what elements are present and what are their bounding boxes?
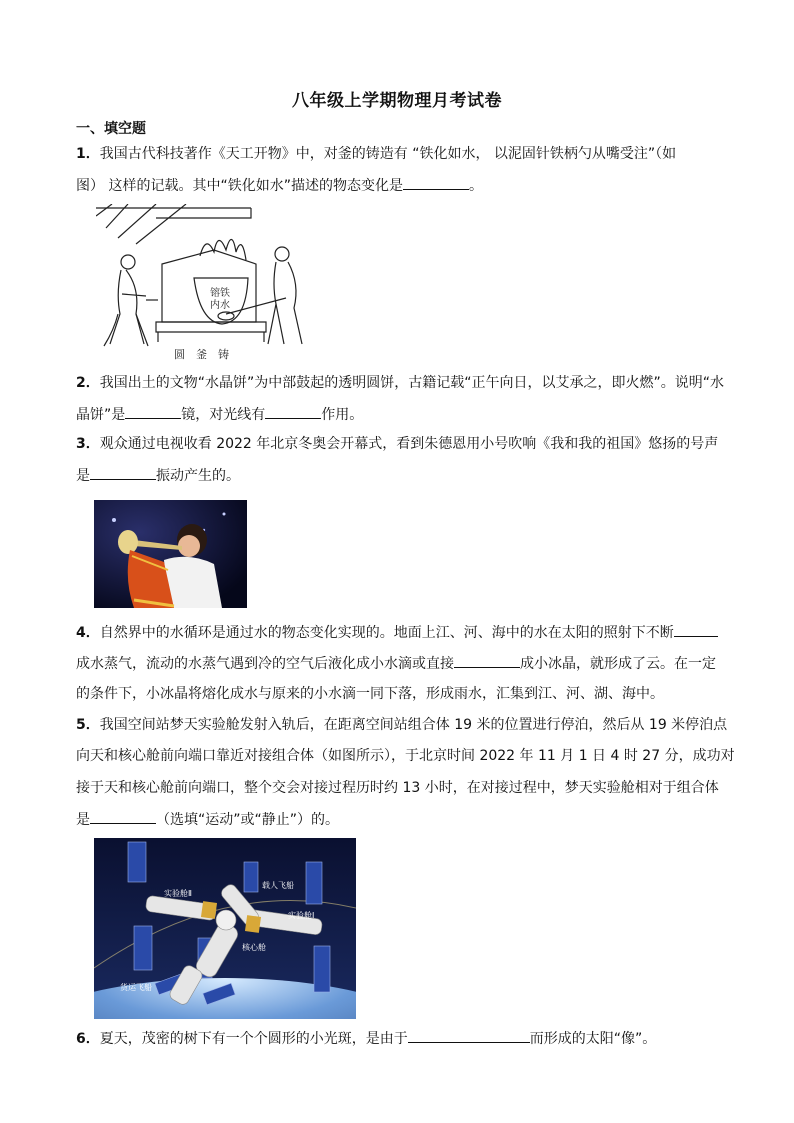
question-4-line-2 xyxy=(76,653,716,674)
question-6-line-1 xyxy=(76,1028,656,1049)
answer-blank-2a[interactable] xyxy=(125,404,181,419)
question-5-line-2 xyxy=(76,746,735,766)
question-1-text-1: 我国古代科技著作《天工开物》中，对釜的铸造有 “铁化如水， 以泥固针铁柄勺从嘴受注”（如 xyxy=(99,146,677,162)
module-label-lab-2: 实验舱Ⅱ xyxy=(164,889,192,898)
question-2-text-1: 我国出土的文物“水晶饼”为中部鼓起的透明圆饼，古籍记载“正午向日，以艾承之，即火燃”。说明“水 xyxy=(99,375,725,391)
question-3-number: 3． xyxy=(76,436,100,452)
question-6-text-2: 而形成的太阳“像”。 xyxy=(529,1031,657,1047)
page-title: 八年级上学期物理月考试卷 xyxy=(292,91,502,111)
furnace-label-2: 内水 xyxy=(210,300,230,311)
question-6-text-1: 夏天，茂密的树下有一个个圆形的小光斑，是由于 xyxy=(99,1031,408,1047)
question-5-text-1: 我国空间站梦天实验舱发射入轨后，在距离空间站组合体 19 米的位置进行停泊，然后从 19 米停泊点 xyxy=(99,717,728,733)
question-1-line-1 xyxy=(76,144,676,164)
question-6-number: 6． xyxy=(76,1031,100,1047)
section-heading: 一、填空题 xyxy=(76,121,146,137)
figure-caption-2: 釜 xyxy=(196,348,207,361)
cauldron-casting-illustration xyxy=(96,204,310,364)
question-4-text-3: 成小冰晶，就形成了云。在一定 xyxy=(520,656,716,672)
figure-caption-1: 圆 xyxy=(174,348,185,361)
question-2-line-1 xyxy=(76,373,724,393)
question-3-line-2 xyxy=(76,465,240,486)
module-label-cargo-ship: 货运飞船 xyxy=(120,983,152,992)
question-5-text-5: （选填“运动”或“静止”）的。 xyxy=(156,812,340,828)
question-2-text-3: 镜，对光线有 xyxy=(181,407,266,423)
answer-blank-1[interactable] xyxy=(403,175,469,190)
question-5-number: 5． xyxy=(76,717,100,733)
question-3-line-1 xyxy=(76,434,718,454)
question-4-line-3 xyxy=(76,684,664,704)
figure-trumpet-player xyxy=(94,500,247,608)
question-1-number: 1． xyxy=(76,146,100,162)
module-label-core: 核心舱 xyxy=(242,943,266,952)
question-1-text-2: 图） 这样的记载。其中“铁化如水”描述的物态变化是 xyxy=(76,178,403,194)
question-5-line-3 xyxy=(76,778,719,798)
question-4-text-4: 的条件下，小冰晶将熔化成水与原来的小水滴一同下落，形成雨水，汇集到江、河、湖、海中。 xyxy=(76,686,664,702)
question-4-line-1 xyxy=(76,622,718,643)
answer-blank-5[interactable] xyxy=(90,809,156,824)
question-5-text-2: 向天和核心舱前向端口靠近对接组合体（如图所示），于北京时间 2022 年 11 月 1 日 4 时 27 分，成功对 xyxy=(76,748,735,764)
question-2-number: 2． xyxy=(76,375,100,391)
answer-blank-6[interactable] xyxy=(408,1028,530,1043)
question-1-text-3: 。 xyxy=(468,178,483,194)
question-4-text-2: 成水蒸气，流动的水蒸气遇到冷的空气后液化成小水滴或直接 xyxy=(76,656,454,672)
answer-blank-3[interactable] xyxy=(90,465,156,480)
module-label-lab-1: 实验舱Ⅰ xyxy=(288,911,315,920)
question-3-text-2: 是 xyxy=(76,468,90,484)
module-label-crew-ship: 载人飞船 xyxy=(262,881,294,890)
question-1-line-2 xyxy=(76,175,483,196)
question-4-text-1: 自然界中的水循环是通过水的物态变化实现的。地面上江、河、海中的水在太阳的照射下不断 xyxy=(99,625,674,641)
trumpet-player-photo xyxy=(94,500,247,608)
question-5-text-4: 是 xyxy=(76,812,90,828)
figure-space-station xyxy=(94,838,356,1019)
question-4-number: 4． xyxy=(76,625,100,641)
question-5-line-4 xyxy=(76,809,339,830)
question-2-text-4: 作用。 xyxy=(321,407,364,423)
space-station-illustration xyxy=(94,838,356,1019)
answer-blank-4a[interactable] xyxy=(674,622,718,637)
question-3-text-3: 振动产生的。 xyxy=(156,468,240,484)
question-3-text-1: 观众通过电视收看 2022 年北京冬奥会开幕式，看到朱德恩用小号吹响《我和我的祖国》悠扬的号声 xyxy=(99,436,719,452)
question-5-line-1 xyxy=(76,715,727,735)
question-5-text-3: 接于天和核心舱前向端口，整个交会对接过程历时约 13 小时，在对接过程中，梦天实验舱相对于组合体 xyxy=(76,780,719,796)
figure-caption-3: 铸 xyxy=(218,348,229,361)
question-2-text-2: 晶饼”是 xyxy=(76,407,126,423)
answer-blank-2b[interactable] xyxy=(265,404,321,419)
answer-blank-4b[interactable] xyxy=(454,653,520,668)
figure-cauldron-casting xyxy=(96,204,310,364)
question-2-line-2 xyxy=(76,404,363,425)
furnace-label-1: 镕铁 xyxy=(210,288,230,299)
